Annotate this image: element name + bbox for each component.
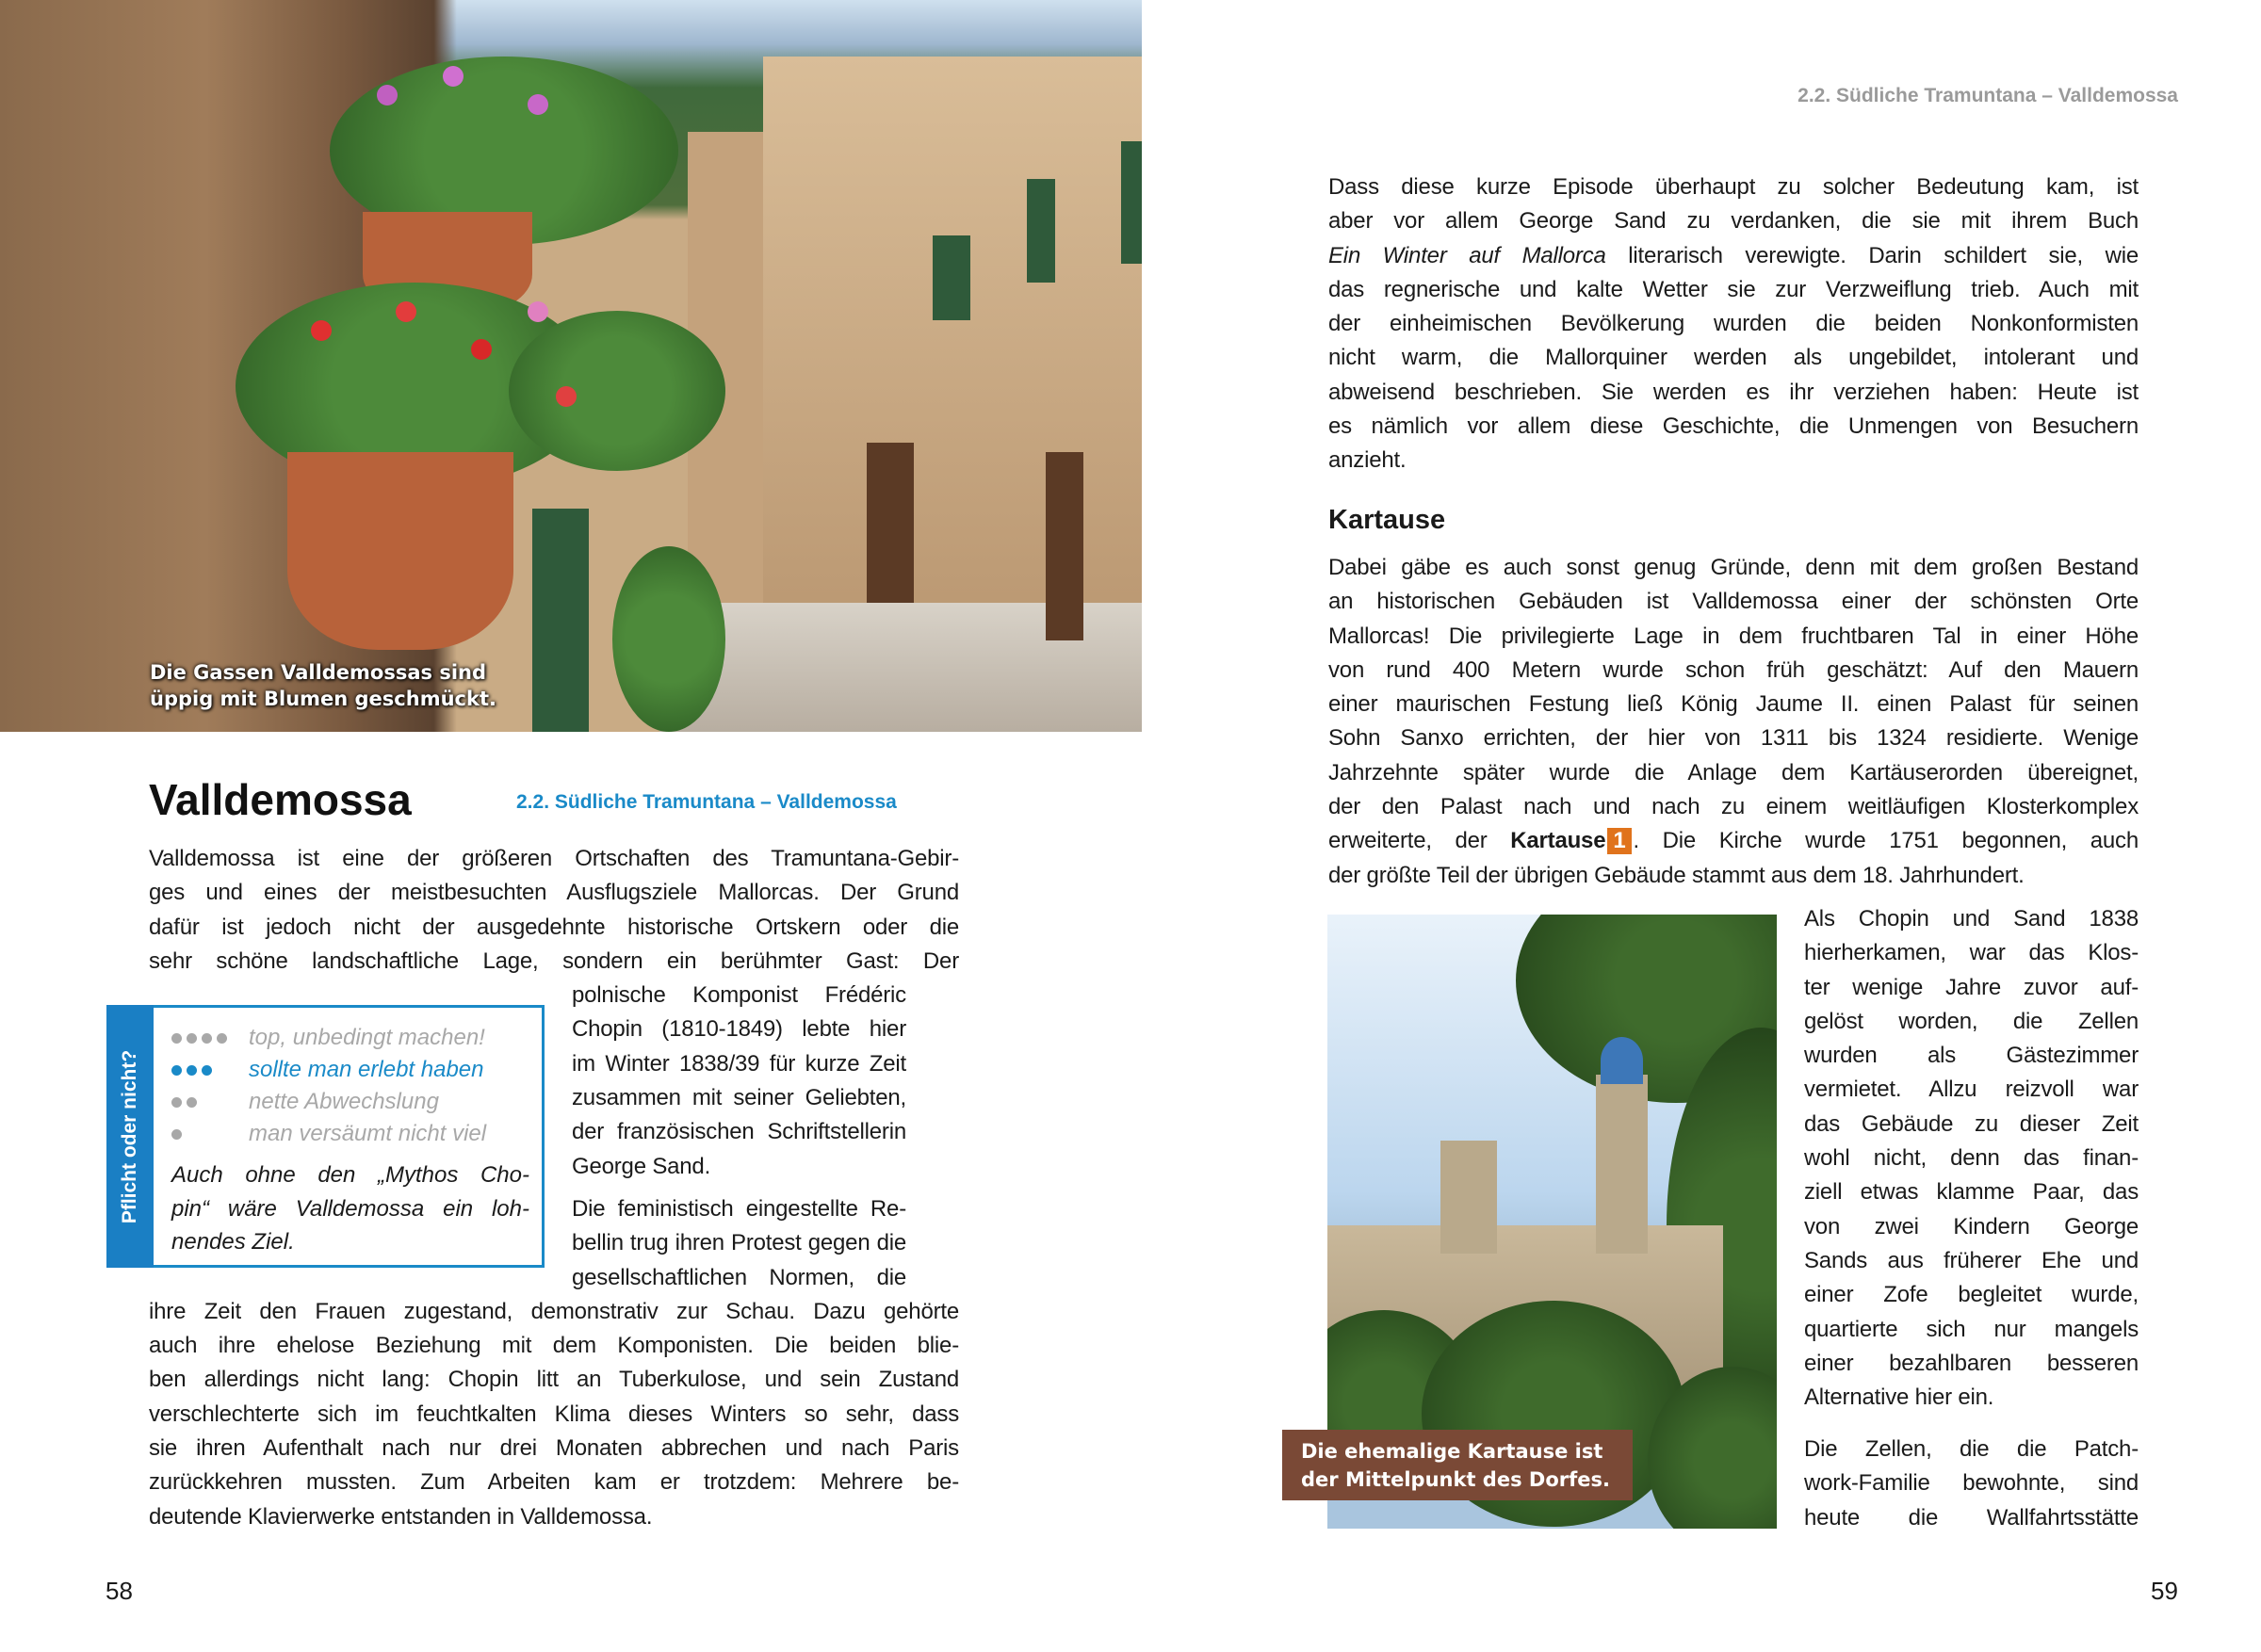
text-line: auch ihre ehelose Beziehung mit dem Komponisten. Die beiden blie- bbox=[149, 1333, 959, 1359]
text-line: ihre Zeit den Frauen zugestand, demonstrativ zur Schau. Dazu gehörte bbox=[149, 1298, 959, 1324]
text-line: der größte Teil der übrigen Gebäude stammt aus dem 18. Jahrhundert. bbox=[1328, 862, 2025, 888]
rating-dots-icon bbox=[171, 1022, 249, 1053]
caption-line: üppig mit Blumen geschmückt. bbox=[150, 688, 496, 710]
text-line: von rund 400 Metern wurde schon früh geschätzt: Auf den Mauern bbox=[1328, 656, 2139, 683]
rating-label: nette Abwechslung bbox=[249, 1089, 439, 1114]
text-line: von zwei Kindern George bbox=[1804, 1213, 2139, 1239]
rating-scale-row bbox=[171, 1086, 439, 1117]
rating-label: sollte man erlebt haben bbox=[249, 1057, 484, 1082]
text-line: ges und eines der meistbesuchten Ausflugsziele Mallorcas. Der Grund bbox=[149, 880, 959, 906]
text-line: polnische Komponist Frédéric bbox=[572, 982, 906, 1009]
text-line: Alternative hier ein. bbox=[1804, 1385, 1994, 1411]
text-line: wurden als Gästezimmer bbox=[1804, 1043, 2139, 1069]
rating-note bbox=[171, 1158, 529, 1259]
text-line: quartierte sich nur mangels bbox=[1804, 1316, 2139, 1342]
text-segment: . Die Kirche wurde 1751 begonnen, auch bbox=[1633, 828, 2139, 854]
rating-box-label: Pflicht oder nicht? bbox=[119, 1049, 140, 1224]
text-line: zusammen mit seiner Geliebten, bbox=[572, 1085, 906, 1111]
text-segment: erweiterte, der bbox=[1328, 828, 1511, 854]
text-line: Chopin (1810-1849) lebte hier bbox=[572, 1016, 906, 1043]
heading-kartause: Kartause bbox=[1328, 505, 1446, 535]
photo-caption-left bbox=[150, 659, 496, 712]
text-line: ziell etwas klamme Paar, das bbox=[1804, 1179, 2139, 1206]
text-line: sie ihren Aufenthalt nach nur drei Monaten abbrechen und nach Paris bbox=[149, 1435, 959, 1462]
text-line: gelöst worden, die Zellen bbox=[1804, 1008, 2139, 1034]
text-line: der französischen Schriftstellerin bbox=[572, 1119, 906, 1145]
text-line: Auch ohne den „Mythos Cho- bbox=[171, 1162, 529, 1188]
map-marker-badge: 1 bbox=[1607, 828, 1631, 854]
running-header: 2.2. Südliche Tramuntana – Valldemossa bbox=[1797, 85, 2178, 106]
text-line: Jahrzehnte später wurde die Anlage dem Kartäuserorden übereignet, bbox=[1328, 759, 2139, 786]
rating-label: man versäumt nicht viel bbox=[249, 1121, 487, 1146]
text-line bbox=[1328, 824, 2139, 858]
text-line: heute die Wallfahrtsstätte bbox=[1804, 1504, 2139, 1531]
text-line: Mallorcas! Die privilegierte Lage in dem fruchtbaren Tal in einer Höhe bbox=[1328, 623, 2139, 649]
rating-label: top, unbedingt machen! bbox=[249, 1025, 485, 1050]
text-line: bellin trug ihren Protest gegen die bbox=[572, 1230, 906, 1256]
text-line: der einheimischen Bevölkerung wurden die beiden Nonkonformisten bbox=[1328, 311, 2139, 337]
rating-scale-row bbox=[171, 1022, 485, 1053]
text-line: einer Zofe begleitet wurde, bbox=[1804, 1282, 2139, 1308]
rating-dots-icon bbox=[171, 1054, 249, 1085]
text-line: deutende Klavierwerke entstanden in Valldemossa. bbox=[149, 1503, 653, 1530]
text-segment: literarisch verewigte. Darin schildert sie, wie bbox=[1605, 242, 2139, 268]
right-paragraph-3 bbox=[1804, 902, 2139, 1415]
text-line: Die feministisch eingestellte Re- bbox=[572, 1195, 906, 1222]
text-line: sehr schöne landschaftliche Lage, sondern ein berühmter Gast: Der bbox=[149, 947, 959, 974]
text-line: gesellschaftlichen Normen, die bbox=[572, 1264, 906, 1290]
text-line: das regnerische und kalte Wetter sie zur Verzweiflung trieb. Auch mit bbox=[1328, 276, 2139, 302]
text-line: zurückkehren mussten. Zum Arbeiten kam er trotzdem: Mehrere be- bbox=[149, 1469, 959, 1496]
caption-line: der Mittelpunkt des Dorfes. bbox=[1301, 1468, 1610, 1491]
rating-dots-icon bbox=[171, 1086, 249, 1117]
rating-dots-icon bbox=[171, 1118, 249, 1149]
text-line: abweisend beschrieben. Sie werden es ihr verziehen haben: Heute ist bbox=[1328, 379, 2139, 405]
text-line: dafür ist jedoch nicht der ausgedehnte historische Ortskern oder die bbox=[149, 914, 959, 940]
text-line: einer maurischen Festung ließ König Jaume II. einen Palast für seinen bbox=[1328, 691, 2139, 718]
rating-scale-row bbox=[171, 1118, 486, 1149]
text-line: Die Zellen, die die Patch- bbox=[1804, 1436, 2139, 1462]
text-line: work-Familie bewohnte, sind bbox=[1804, 1470, 2139, 1497]
text-line: im Winter 1838/39 für kurze Zeit bbox=[572, 1050, 906, 1077]
text-line: Dass diese kurze Episode überhaupt zu solcher Bedeutung kam, ist bbox=[1328, 174, 2139, 200]
right-paragraph-2 bbox=[1328, 551, 2139, 893]
text-line: das Gebäude zu dieser Zeit bbox=[1804, 1110, 2139, 1137]
photo-caption-right bbox=[1282, 1430, 1633, 1500]
caption-line: Die ehemalige Kartause ist bbox=[1301, 1440, 1603, 1463]
text-line: George Sand. bbox=[572, 1153, 711, 1179]
text-line: Als Chopin und Sand 1838 bbox=[1804, 906, 2139, 931]
text-line: Valldemossa ist eine der größeren Ortschaften des Tramuntana-Gebir- bbox=[149, 846, 959, 871]
text-line: Sohn Sanxo errichten, der hier von 1311 bis 1324 residierte. Wenige bbox=[1328, 725, 2139, 752]
text-line: hierherkamen, war das Klos- bbox=[1804, 940, 2139, 966]
right-paragraph-1 bbox=[1328, 170, 2139, 478]
text-line: anzieht. bbox=[1328, 447, 1407, 474]
text-line: an historischen Gebäuden ist Valldemossa einer der schönsten Orte bbox=[1328, 589, 2139, 615]
text-line: aber vor allem George Sand zu verdanken, die sie mit ihrem Buch bbox=[1328, 208, 2139, 235]
text-line: verschlechterte sich im feuchtkalten Klima dieses Winters so sehr, dass bbox=[149, 1401, 959, 1427]
photo-valldemossa-alley bbox=[0, 0, 1142, 732]
page-number-left: 58 bbox=[106, 1577, 133, 1605]
text-line: nendes Ziel. bbox=[171, 1229, 295, 1255]
text-line: wohl nicht, denn das finan- bbox=[1804, 1145, 2139, 1172]
section-reference: 2.2. Südliche Tramuntana – Valldemossa bbox=[516, 791, 897, 813]
book-title: Ein Winter auf Mallorca bbox=[1328, 242, 1606, 268]
text-line: der den Palast nach und nach zu einem weitläufigen Klosterkomplex bbox=[1328, 794, 2139, 820]
text-line: es nämlich vor allem diese Geschichte, die Unmengen von Besuchern bbox=[1328, 413, 2139, 440]
text-line: ben allerdings nicht lang: Chopin litt an Tuberkulose, und sein Zustand bbox=[149, 1367, 959, 1393]
text-line: vermietet. Allzu reizvoll war bbox=[1804, 1077, 2139, 1103]
page-title: Valldemossa bbox=[149, 775, 412, 824]
text-line: Dabei gäbe es auch sonst genug Gründe, denn mit dem großen Bestand bbox=[1328, 555, 2139, 580]
page-number-right: 59 bbox=[2151, 1577, 2178, 1605]
text-line: nicht warm, die Mallorquiner werden als ungebildet, intolerant und bbox=[1328, 345, 2139, 371]
caption-line: Die Gassen Valldemossas sind bbox=[150, 661, 487, 684]
rating-box-label-bar bbox=[106, 1005, 154, 1268]
text-line: pin“ wäre Valldemossa ein loh- bbox=[171, 1195, 529, 1222]
text-line: ter wenige Jahre zuvor auf- bbox=[1804, 974, 2139, 1000]
rating-box bbox=[106, 1005, 545, 1268]
text-line: einer bezahlbaren besseren bbox=[1804, 1350, 2139, 1376]
rating-scale-row bbox=[171, 1054, 484, 1085]
text-line: Sands aus früherer Ehe und bbox=[1804, 1247, 2139, 1273]
text-line bbox=[1328, 239, 2139, 273]
place-name: Kartause bbox=[1510, 828, 1606, 854]
right-paragraph-4 bbox=[1804, 1433, 2139, 1535]
